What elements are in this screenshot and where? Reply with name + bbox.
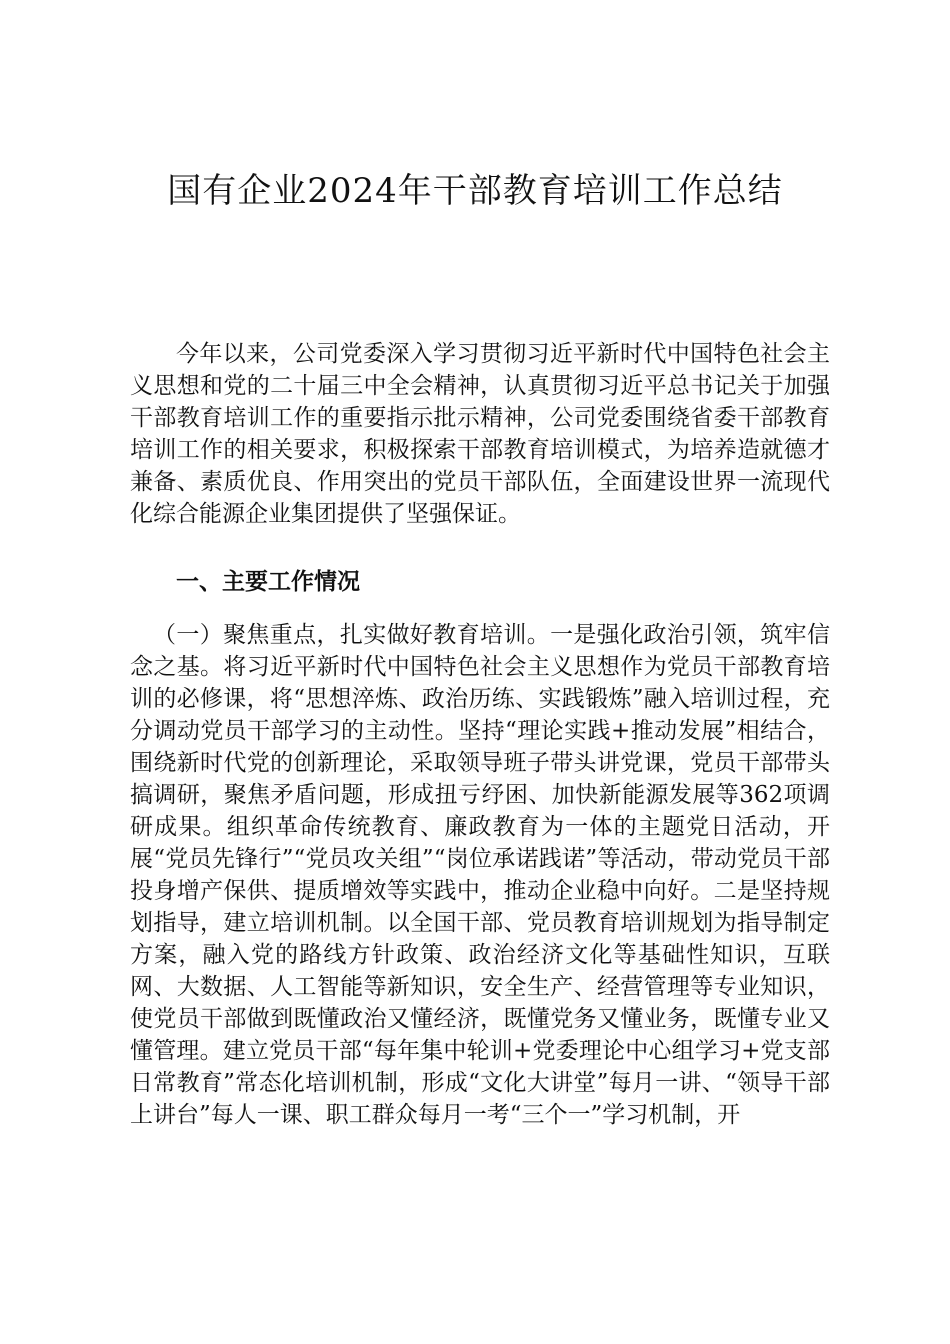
section-heading-main-work: 一、主要工作情况 [176, 569, 360, 595]
document-title: 国有企业2024年干部教育培训工作总结 [167, 171, 783, 211]
intro-paragraph: 今年以来，公司党委深入学习贯彻习近平新时代中国特色社会主义思想和党的二十届三中全会精神，认真贯彻习近平总书记关于加强干部教育培训工作的重要指示批示精神，公司党委围绕省委干部教育培训工作的相关要求，积极探索干部教育培训模式，为培养造就德才兼备、素质优良、作用突出的党员干部队伍，全面建设世界一流现代化综合能源企业集团提供了坚强保证。 [130, 341, 830, 527]
section-paragraph-focus-training: （一）聚焦重点，扎实做好教育培训。一是强化政治引领，筑牢信念之基。将习近平新时代中国特色社会主义思想作为党员干部教育培训的必修课，将“思想淬炼、政治历练、实践锻炼”融入培训过程，充分调动党员干部学习的主动性。坚持“理论实践+推动发展”相结合，围绕新时代党的创新理论，采取领导班子带头讲党课，党员干部带头搞调研，聚焦矛盾问题，形成扭亏纾困、加快新能源发展等362项调研成果。组织革命传统教育、廉政教育为一体的主题党日活动，开展“党员先锋行”“党员攻关组”“岗位承诺践诺”等活动，带动党员干部投身增产保供、提质增效等实践中，推动企业稳中向好。二是坚持规划指导，建立培训机制。以全国干部、党员教育培训规划为指导制定方案，融入党的路线方针政策、政治经济文化等基础性知识，互联网、大数据、人工智能等新知识，安全生产、经营管理等专业知识，使党员干部做到既懂政治又懂经济，既懂党务又懂业务，既懂专业又懂管理。建立党员干部“每年集中轮训+党委理论中心组学习+党支部日常教育”常态化培训机制，形成“文化大讲堂”每月一讲、“领导干部上讲台”每人一课、职工群众每月一考“三个一”学习机制，开 [130, 622, 830, 1128]
